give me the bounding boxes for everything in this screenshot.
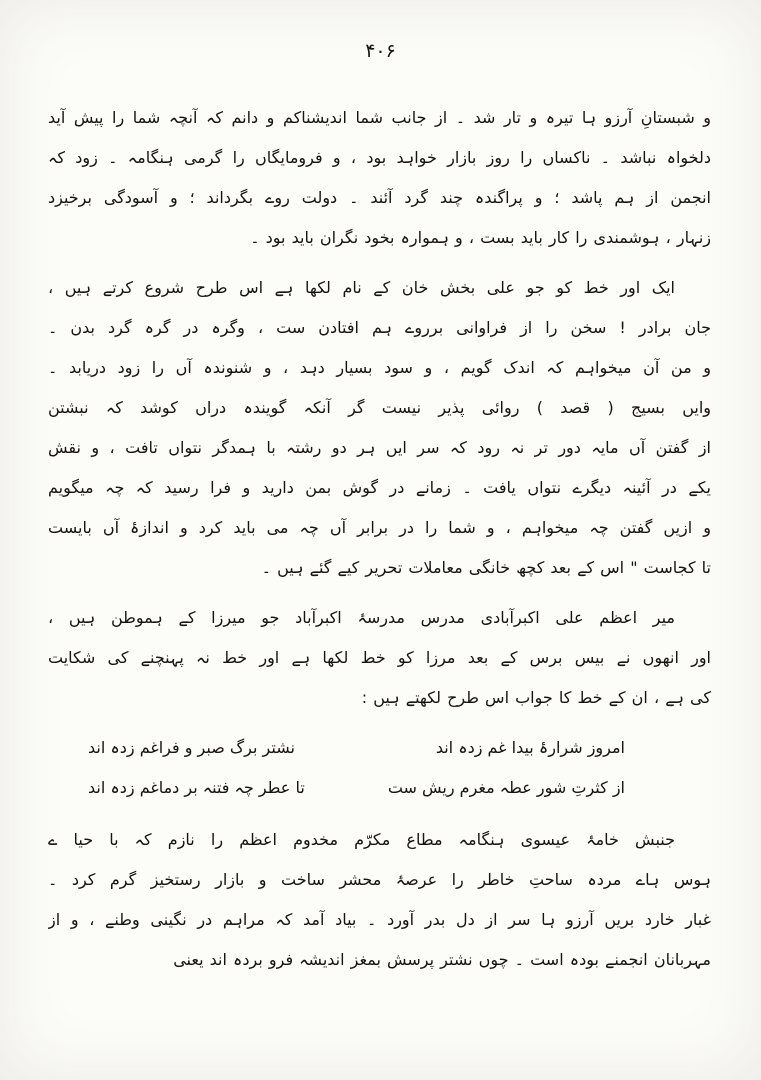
text-line: زنہار ، ہوشمندی را کار باید بست ، و ہموارہ بخود نگران باید بود ۔ xyxy=(250,228,711,247)
text-line: و ازیں گفتن چہ میخواہم ، و شما را در برابر آں چہ می باید کرد و اندازۂ آں بایست xyxy=(48,518,711,537)
text-line: تا کجاست " اس کے بعد کچھ خانگی معاملات تحریر کیے گئے ہیں ۔ xyxy=(261,558,711,577)
paragraph-1 xyxy=(48,98,711,258)
text-block xyxy=(48,98,711,980)
verse-line-2 xyxy=(88,768,625,808)
verse-hemistich-left: نشتر برگ صبر و فراغم زدہ اند xyxy=(88,738,295,757)
text-line: وایں بسیج ( قصد ) روائی پذیر نیست گر آنکہ گویندہ دراں کوشد کہ نبشتن xyxy=(48,398,711,417)
text-line: اور انھوں نے بیس برس کے بعد مرزا کو خط لکھا ہے اور خط نہ پہنچنے کی شکایت xyxy=(48,648,711,667)
verse-couplet xyxy=(88,728,625,808)
text-line: و شبستانِ آرزو ہا تیرہ و تار شد ۔ از جانب شما اندیشناکم و دانم کہ آنچہ شما را پیش آید xyxy=(48,108,711,127)
paragraph-3 xyxy=(48,598,711,718)
text-line: غبار خارد بریں آرزو ہا سر از دل بدر آورد ۔ بیاد آمد کہ مراہم در نگینی وطنے ، و از xyxy=(48,910,711,929)
verse-hemistich-left: تا عطر چہ فتنہ بر دماغم زدہ اند xyxy=(88,778,305,797)
text-line: جان برادر ! سخن را از فراوانی برروے ہم افتادن ست ، وگرہ در گرہ گرد بدن ۔ xyxy=(48,318,711,337)
text-line: دلخواہ نباشد ۔ ناکساں را روز بازار خواہد بود ، و فرومایگاں را گرمی ہنگامہ ۔ زود کہ xyxy=(48,148,711,167)
paragraph-4 xyxy=(48,820,711,980)
verse-hemistich-right: امروز شرارۂ بیدا غم زدہ اند xyxy=(435,738,625,757)
text-line: و من آن میخواہم کہ اندک گویم ، و سود بسیار دہد ، و شنوندہ آں را زود دریابد ۔ xyxy=(48,358,711,377)
text-line: یکے در آئینہ دیگرے نتواں یافت ۔ زمانے در گوش بمن دارید و فرا رسید کہ چہ میگویم xyxy=(48,478,711,497)
text-line: انجمن از ہم پاشد ؛ و پراگندہ چند گرد آئند ۔ دولت روے بگرداند ؛ و آسودگی برخیزد xyxy=(48,188,711,207)
text-line: میر اعظم علی اکبرآبادی مدرس مدرسۂ اکبرآباد جو میرزا کے ہموطن ہیں ، xyxy=(48,608,675,627)
text-line: از گفتن آں مایہ دور تر نہ رود کہ سر ایں ہر دو رشتہ با ہمدگر نتواں تافت ، و نقش xyxy=(48,438,711,457)
verse-hemistich-right: از کثرتِ شور عطہ مغرم ریش ست xyxy=(387,778,625,797)
text-line: جنبش خامۂ عیسوی ہنگامہ مطاع مکرّم مخدوم اعظم را نازم کہ با حیا ے xyxy=(48,830,675,849)
text-line: مہربانان انجمنے بودہ است ۔ چوں نشتر پرسش بمغز اندیشہ فرو بردہ اند یعنی xyxy=(173,950,711,969)
text-line: ہوس ہاے مردہ ساحتِ خاطر را عرصۂ محشر ساخت و بازار رستخیز گرم کرد ۔ xyxy=(48,870,711,889)
text-line: ایک اور خط کو جو علی بخش خان کے نام لکھا ہے اس طرح شروع کرتے ہیں ، xyxy=(48,278,675,297)
verse-line-1 xyxy=(88,728,625,768)
text-line: کی ہے ، ان کے خط کا جواب اس طرح لکھتے ہیں : xyxy=(361,688,711,707)
page-number: ۴۰۶ xyxy=(365,40,396,62)
paragraph-2 xyxy=(48,268,711,588)
